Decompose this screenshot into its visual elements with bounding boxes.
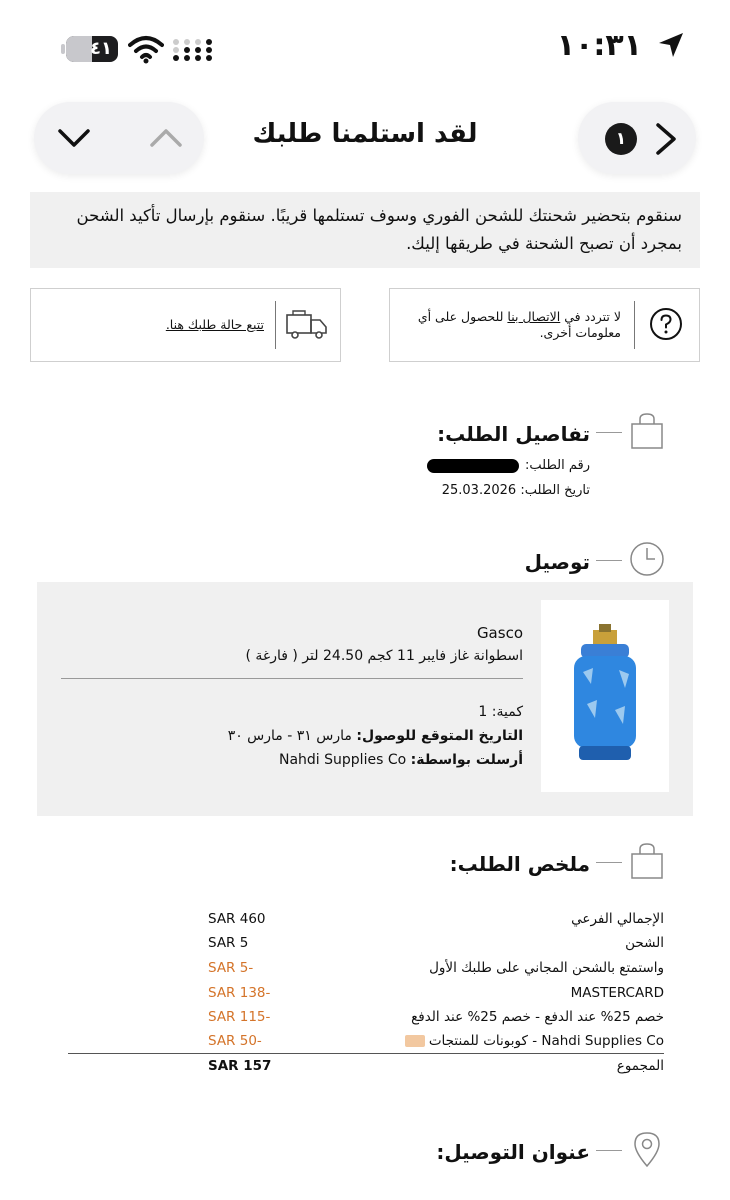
- section-connector: [596, 1150, 622, 1151]
- delivery-item-card: [37, 582, 693, 816]
- status-time: ١٠:٣١: [556, 28, 642, 63]
- delivery-truck-icon: [285, 307, 329, 343]
- contact-help-box: [389, 288, 700, 362]
- order-summary-title: ملخص الطلب:: [449, 852, 590, 876]
- seller-row: أرسلت بواسطة: Nahdi Supplies Co: [279, 752, 523, 768]
- wifi-icon: [128, 34, 164, 64]
- question-icon: [649, 307, 683, 341]
- chevron-up-icon[interactable]: [146, 118, 186, 158]
- page-title: لقد استلمنا طلبك: [252, 119, 478, 149]
- summary-row-total: المجموع SAR 157: [208, 1058, 664, 1074]
- gas-cylinder-icon: [541, 600, 669, 792]
- shopping-bag-icon: [628, 412, 666, 450]
- chevron-right-icon: [648, 119, 684, 159]
- summary-row-shipping: الشحن SAR 5: [208, 935, 664, 951]
- shopping-bag-icon: [628, 842, 666, 880]
- contact-us-link[interactable]: الاتصال بنا: [507, 309, 561, 324]
- battery-tip: [61, 44, 65, 54]
- order-date-row: تاريخ الطلب: 25.03.2026: [441, 483, 590, 498]
- summary-row-payment-discount: خصم 25% عند الدفع - خصم 25% عند الدفع SAR 115-: [208, 1009, 664, 1025]
- nav-bar: [0, 95, 730, 185]
- location-arrow-icon: [656, 30, 686, 60]
- summary-row-subtotal: الإجمالي الفرعي SAR 460: [208, 911, 664, 927]
- order-details-title: تفاصيل الطلب:: [437, 422, 590, 446]
- product-name[interactable]: اسطوانة غاز فايبر 11 كجم 24.50 لتر ( فارغة ): [245, 648, 523, 664]
- status-bar: [0, 0, 730, 90]
- battery-icon: [66, 36, 118, 62]
- summary-row-free-shipping: واستمتع بالشحن المجاني على طلبك الأول SAR 5-: [208, 960, 664, 976]
- divider: [275, 301, 276, 349]
- battery-level: ٤١: [90, 38, 112, 59]
- divider: [68, 1053, 664, 1054]
- section-connector: [596, 560, 622, 561]
- clock-icon: [628, 540, 666, 578]
- back-button[interactable]: [578, 102, 696, 174]
- quantity-row: كمية: 1: [478, 704, 523, 720]
- location-pin-icon: [628, 1130, 666, 1168]
- cellular-signal-icon: [172, 36, 216, 62]
- track-order-link[interactable]: تتبع حالة طلبك هنا.: [165, 317, 264, 332]
- notification-badge: ١: [605, 123, 637, 155]
- product-image[interactable]: [541, 600, 669, 792]
- coupon-tag-icon: [405, 1035, 425, 1047]
- info-banner: سنقوم بتحضير شحنتك للشحن الفوري وسوف تستلمها قريبًا. سنقوم بإرسال تأكيد الشحن بمجرد أن تصبح الشحنة في طريقها إليك.: [30, 192, 700, 268]
- section-connector: [596, 862, 622, 863]
- delivery-title: توصيل: [524, 550, 590, 574]
- divider: [61, 678, 523, 679]
- delivery-address-title: عنوان التوصيل:: [436, 1140, 590, 1164]
- divider: [634, 301, 635, 349]
- product-brand: Gasco: [476, 624, 523, 642]
- summary-row-coupon: Nahdi Supplies Co - كوبونات للمنتجات SAR 50-: [208, 1033, 664, 1049]
- section-connector: [596, 432, 622, 433]
- prev-next-control: [34, 102, 204, 174]
- chevron-down-icon[interactable]: [54, 118, 94, 158]
- order-number-row: رقم الطلب:: [427, 458, 590, 473]
- eta-row: التاريخ المتوقع للوصول: مارس ٣١ - مارس ٣٠: [227, 728, 523, 744]
- redacted-order-number: [427, 459, 519, 473]
- contact-help-text: لا تتردد في الاتصال بنا للحصول على أي معلومات أخرى.: [417, 309, 621, 340]
- track-order-box: [30, 288, 341, 362]
- summary-row-mastercard: MASTERCARD SAR 138-: [208, 985, 664, 1001]
